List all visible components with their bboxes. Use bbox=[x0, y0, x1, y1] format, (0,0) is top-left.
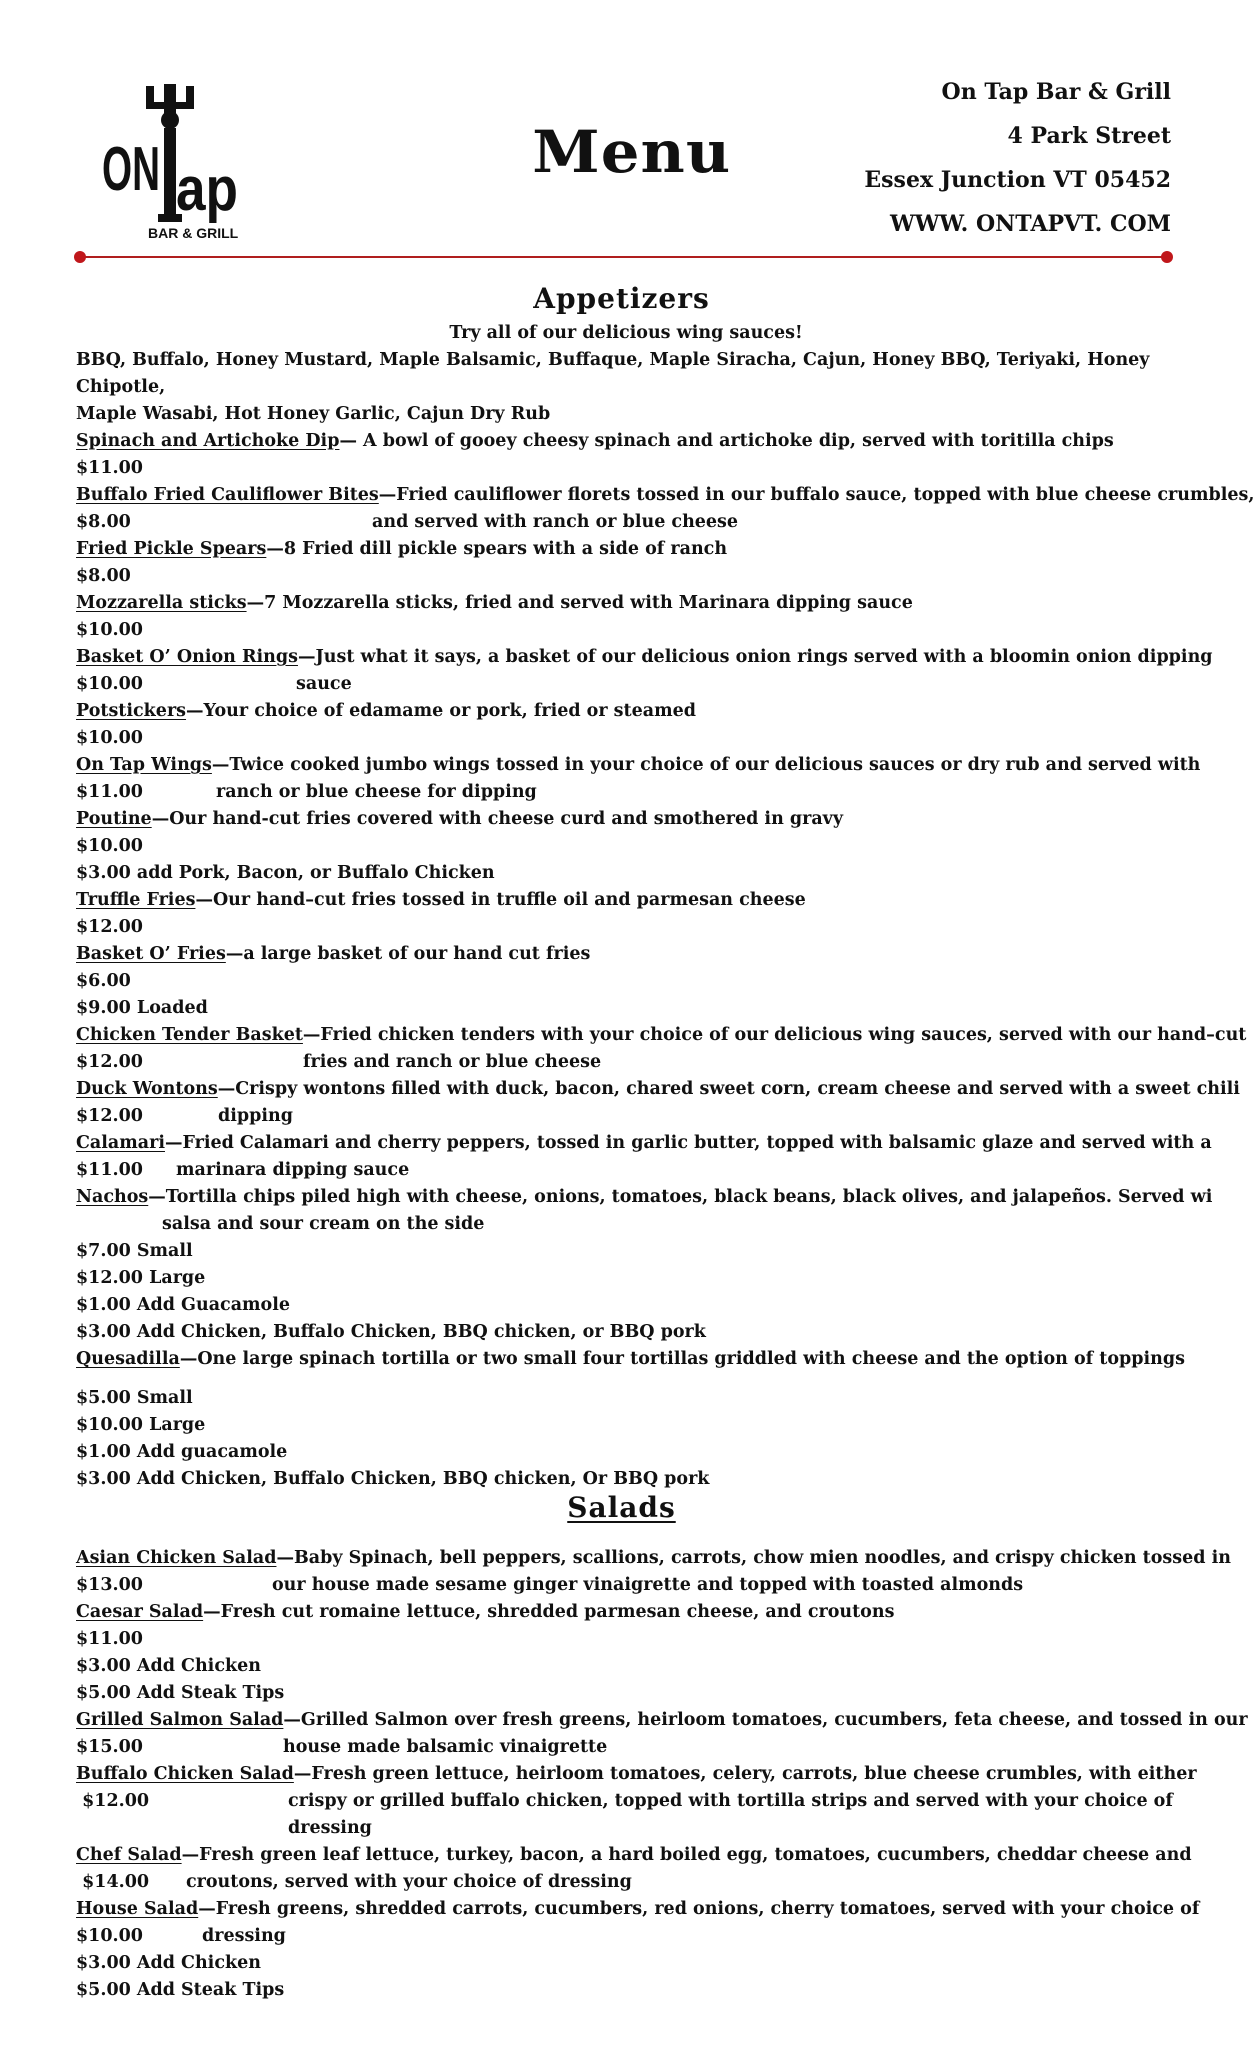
item-addon: $9.00 Loaded bbox=[76, 998, 208, 1018]
item-addon: $3.00 Add Chicken, Buffalo Chicken, BBQ chicken, or BBQ pork bbox=[76, 1322, 706, 1342]
item-price: $10.00 bbox=[76, 674, 143, 694]
item-description: —Tortilla chips piled high with cheese, onions, tomatoes, black beans, black olives, and jalapeños. Served wi bbox=[148, 1187, 1213, 1207]
divider-dot-right bbox=[1161, 251, 1173, 263]
menu-item bbox=[76, 644, 1213, 671]
item-name: On Tap Wings bbox=[76, 755, 212, 775]
item-name: Poutine bbox=[76, 809, 152, 829]
restaurant-name: On Tap Bar & Grill bbox=[941, 79, 1171, 105]
wing-sauces-list-2: Maple Wasabi, Hot Honey Garlic, Cajun Dry Rub bbox=[76, 404, 551, 424]
item-description: —8 Fried dill pickle spears with a side of ranch bbox=[266, 539, 728, 559]
item-name: Fried Pickle Spears bbox=[76, 539, 267, 559]
wing-sauces-intro bbox=[76, 320, 1176, 428]
item-name: Caesar Salad bbox=[76, 1602, 204, 1622]
item-price-line bbox=[76, 509, 1186, 536]
item-description-cont: dressing bbox=[288, 1818, 372, 1838]
item-price-line: $12.00 Large bbox=[76, 1268, 206, 1288]
item-name: Basket O’ Onion Rings bbox=[76, 647, 298, 667]
item-description-cont: house made balsamic vinaigrette bbox=[283, 1737, 608, 1757]
item-description-cont: our house made sesame ginger vinaigrette and topped with toasted almonds bbox=[272, 1575, 1024, 1595]
item-price-line bbox=[76, 617, 1186, 644]
item-price: $6.00 bbox=[76, 971, 131, 991]
salads-heading: Salads bbox=[567, 1491, 676, 1524]
item-price: $10.00 bbox=[76, 1926, 143, 1946]
item-price-line bbox=[76, 1049, 1186, 1076]
item-price: $13.00 bbox=[76, 1575, 143, 1595]
item-price-line: $10.00 Large bbox=[76, 1415, 206, 1435]
item-name: Nachos bbox=[76, 1187, 149, 1207]
menu-item bbox=[76, 1842, 1192, 1869]
item-price: $10.00 bbox=[76, 836, 143, 856]
item-name: Potstickers bbox=[76, 701, 187, 721]
item-price-line bbox=[76, 1869, 1186, 1896]
item-price-line bbox=[76, 1734, 1186, 1761]
page-title: Menu bbox=[532, 118, 732, 186]
item-price: $11.00 bbox=[76, 458, 143, 478]
item-price-line bbox=[76, 1157, 1186, 1184]
menu-item bbox=[76, 752, 1201, 779]
menu-item bbox=[76, 887, 1186, 914]
item-description: —Just what it says, a basket of our delicious onion rings served with a bloomin onion dipping bbox=[297, 647, 1213, 667]
menu-item bbox=[76, 1022, 1247, 1049]
item-description-cont: marinara dipping sauce bbox=[176, 1160, 410, 1180]
item-name: Duck Wontons bbox=[76, 1079, 218, 1099]
on-tap-logo bbox=[100, 82, 240, 242]
item-price: $11.00 bbox=[76, 782, 143, 802]
item-description-cont: ranch or blue cheese for dipping bbox=[216, 782, 537, 802]
item-name: Chef Salad bbox=[76, 1845, 182, 1865]
menu-item bbox=[76, 428, 1186, 455]
contact-block bbox=[864, 70, 1171, 246]
wing-sauces-tagline: Try all of our delicious wing sauces! bbox=[449, 323, 803, 343]
item-price: $14.00 bbox=[76, 1872, 150, 1892]
menu-item bbox=[76, 1896, 1200, 1923]
city-address: Essex Junction VT 05452 bbox=[864, 167, 1171, 193]
item-name: House Salad bbox=[76, 1899, 199, 1919]
item-description-line bbox=[76, 1815, 1186, 1842]
logo-tap: ap bbox=[176, 155, 238, 224]
item-description: —Our hand-cut fries covered with cheese curd and smothered in gravy bbox=[151, 809, 844, 829]
item-description-cont: dipping bbox=[218, 1106, 293, 1126]
item-addon: $1.00 Add Guacamole bbox=[76, 1295, 291, 1315]
item-price-line bbox=[76, 779, 1186, 806]
item-addon: $3.00 Add Chicken bbox=[76, 1656, 261, 1676]
item-description: —Fresh green leaf lettuce, turkey, bacon, a hard boiled egg, tomatoes, cucumbers, cheddar cheese and bbox=[181, 1845, 1192, 1865]
menu-item bbox=[76, 1076, 1240, 1103]
item-name: Buffalo Chicken Salad bbox=[76, 1764, 294, 1784]
item-price-line bbox=[76, 833, 1186, 860]
menu-item bbox=[76, 941, 1186, 968]
item-price: $10.00 bbox=[76, 728, 143, 748]
menu-item bbox=[76, 1130, 1212, 1157]
item-description: —Fresh green lettuce, heirloom tomatoes, celery, carrots, blue cheese crumbles, with either bbox=[293, 1764, 1197, 1784]
item-description: —Twice cooked jumbo wings tossed in your choice of our delicious sauces or dry rub and served with bbox=[211, 755, 1201, 775]
item-description: —Your choice of edamame or pork, fried or steamed bbox=[186, 701, 696, 721]
appetizers-heading: Appetizers bbox=[533, 282, 710, 315]
item-description: —a large basket of our hand cut fries bbox=[225, 944, 591, 964]
menu-item bbox=[76, 1761, 1197, 1788]
item-price-line bbox=[76, 914, 1186, 941]
item-name: Calamari bbox=[76, 1133, 165, 1153]
item-price-line: $5.00 Small bbox=[76, 1388, 193, 1408]
item-name: Chicken Tender Basket bbox=[76, 1025, 303, 1045]
item-name: Asian Chicken Salad bbox=[76, 1548, 277, 1568]
item-description-cont: fries and ranch or blue cheese bbox=[303, 1052, 602, 1072]
item-price-line bbox=[76, 968, 1186, 995]
menu-item bbox=[76, 1545, 1231, 1572]
item-price-line bbox=[76, 1788, 1186, 1815]
item-price: $10.00 bbox=[76, 620, 143, 640]
item-price-line bbox=[76, 1572, 1186, 1599]
item-price-line bbox=[76, 671, 1186, 698]
salads-list bbox=[76, 1545, 1248, 2004]
item-price: $8.00 bbox=[76, 512, 131, 532]
menu-item bbox=[76, 1184, 1213, 1211]
item-description-cont: dressing bbox=[202, 1926, 286, 1946]
item-description: —Fried Calamari and cherry peppers, tossed in garlic butter, topped with balsamic glaze and served with a bbox=[164, 1133, 1212, 1153]
item-name: Quesadilla bbox=[76, 1349, 180, 1369]
menu-item bbox=[76, 536, 1186, 563]
item-price-line: $7.00 Small bbox=[76, 1241, 193, 1261]
item-description-cont: crispy or grilled buffalo chicken, topped with tortilla strips and served with your choice of bbox=[288, 1791, 1173, 1811]
item-addon: $3.00 Add Chicken, Buffalo Chicken, BBQ chicken, Or BBQ pork bbox=[76, 1469, 710, 1489]
item-name: Basket O’ Fries bbox=[76, 944, 226, 964]
item-description: —Fresh cut romaine lettuce, shredded parmesan cheese, and croutons bbox=[203, 1602, 895, 1622]
item-addon: $1.00 Add guacamole bbox=[76, 1442, 288, 1462]
item-addon: $5.00 Add Steak Tips bbox=[76, 1980, 285, 2000]
header-divider bbox=[79, 256, 1167, 258]
item-price: $12.00 bbox=[76, 917, 143, 937]
item-name: Spinach and Artichoke Dip bbox=[76, 431, 340, 451]
item-name: Grilled Salmon Salad bbox=[76, 1710, 284, 1730]
item-price-line bbox=[76, 563, 1186, 590]
item-price: $12.00 bbox=[76, 1052, 143, 1072]
menu-item bbox=[76, 806, 1186, 833]
item-description: —Crispy wontons filled with duck, bacon, chared sweet corn, cream cheese and served with a sweet chili bbox=[217, 1079, 1240, 1099]
menu-item bbox=[76, 482, 1254, 509]
item-description-cont: salsa and sour cream on the side bbox=[162, 1214, 485, 1234]
item-name: Buffalo Fried Cauliflower Bites bbox=[76, 485, 379, 505]
item-price-line bbox=[76, 1923, 1186, 1950]
item-description: —Baby Spinach, bell peppers, scallions, carrots, chow mien noodles, and crispy chicken tossed in bbox=[276, 1548, 1231, 1568]
item-description: —Fried chicken tenders with your choice of our delicious wing sauces, served with our hand–cut bbox=[302, 1025, 1247, 1045]
menu-item bbox=[76, 590, 1186, 617]
item-addon: $3.00 add Pork, Bacon, or Buffalo Chicken bbox=[76, 863, 495, 883]
item-description-cont: croutons, served with your choice of dressing bbox=[186, 1872, 632, 1892]
item-price: $8.00 bbox=[76, 566, 131, 586]
item-price-line bbox=[76, 725, 1186, 752]
menu-item bbox=[76, 1346, 1186, 1373]
street-address: 4 Park Street bbox=[1007, 123, 1171, 149]
item-name: Truffle Fries bbox=[76, 890, 196, 910]
item-name: Mozzarella sticks bbox=[76, 593, 247, 613]
item-description: —Grilled Salmon over fresh greens, heirloom tomatoes, cucumbers, feta cheese, and tossed in our bbox=[283, 1710, 1248, 1730]
item-description-cont: and served with ranch or blue cheese bbox=[372, 512, 739, 532]
item-price-line bbox=[76, 455, 1186, 482]
menu-item bbox=[76, 1599, 1186, 1626]
item-addon: $3.00 Add Chicken bbox=[76, 1953, 261, 1973]
divider-dot-left bbox=[74, 251, 86, 263]
item-description: —Our hand–cut fries tossed in truffle oil and parmesan cheese bbox=[195, 890, 806, 910]
item-price: $11.00 bbox=[76, 1629, 143, 1649]
item-description-cont: sauce bbox=[296, 674, 352, 694]
item-addon: $5.00 Add Steak Tips bbox=[76, 1683, 285, 1703]
item-description: — A bowl of gooey cheesy spinach and artichoke dip, served with toritilla chips bbox=[339, 431, 1114, 451]
item-description: —Fried cauliflower florets tossed in our buffalo sauce, topped with blue cheese crumbles, bbox=[378, 485, 1254, 505]
item-price: $15.00 bbox=[76, 1737, 143, 1757]
item-description: —One large spinach tortilla or two small four tortillas griddled with cheese and the option of toppings bbox=[179, 1349, 1185, 1369]
menu-item bbox=[76, 698, 1186, 725]
item-price-line bbox=[76, 1103, 1186, 1130]
logo-on: ON bbox=[102, 135, 160, 204]
item-price: $12.00 bbox=[76, 1106, 143, 1126]
logo-subtitle: BAR & GRILL bbox=[148, 225, 239, 241]
website-link[interactable]: WWW. ONTAPVT. COM bbox=[889, 211, 1171, 237]
item-price-line bbox=[76, 1626, 1186, 1653]
menu-item bbox=[76, 1707, 1248, 1734]
item-price: $11.00 bbox=[76, 1160, 143, 1180]
item-description: —7 Mozzarella sticks, fried and served with Marinara dipping sauce bbox=[246, 593, 913, 613]
wing-sauces-list-1: BBQ, Buffalo, Honey Mustard, Maple Balsamic, Buffaque, Maple Siracha, Cajun, Honey BBQ, Teriyaki, Honey Chipotle, bbox=[76, 350, 1150, 397]
appetizers-list bbox=[76, 428, 1254, 1493]
item-description-line bbox=[76, 1211, 1186, 1238]
item-description: —Fresh greens, shredded carrots, cucumbers, red onions, cherry tomatoes, served with your choice of bbox=[198, 1899, 1200, 1919]
item-price: $12.00 bbox=[76, 1791, 150, 1811]
